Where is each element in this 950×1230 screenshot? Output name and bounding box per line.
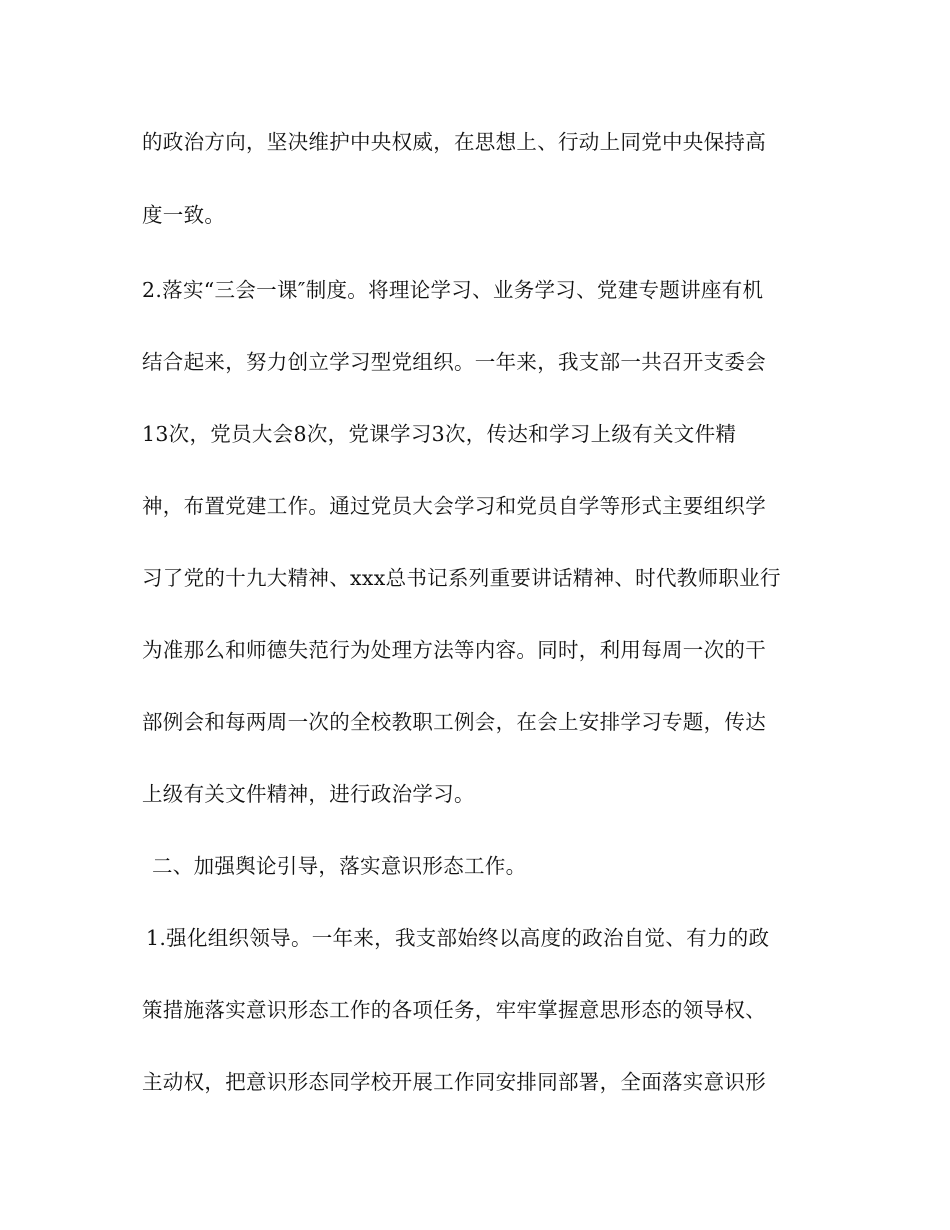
text-line-4: 结合起来，努力创立学习型党组织。一年来，我支部一共召开支委会 — [142, 350, 766, 374]
text-line-6: 神，布置党建工作。通过党员大会学习和党员自学等形式主要组织学 — [142, 494, 766, 518]
text-line-7: 习了党的十九大精神、xxx总书记系列重要讲话精神、时代教师职业行 — [142, 566, 781, 590]
text-line-2: 度一致。 — [142, 203, 226, 227]
text-line-8: 为准那么和师德失范行为处理方法等内容。同时，利用每周一次的干 — [142, 638, 766, 662]
text-line-1: 的政治方向，坚决维护中央权威，在思想上、行动上同党中央保持高 — [142, 130, 766, 154]
text-line-5: 13次，党员大会8次，党课学习3次，传达和学习上级有关文件精 — [142, 422, 737, 446]
text-line-13: 策措施落实意识形态工作的各项任务，牢牢掌握意思形态的领导权、 — [142, 998, 766, 1022]
section-heading: 二、加强舆论引导，落实意识形态工作。 — [152, 854, 527, 878]
text-line-14: 主动权，把意识形态同学校开展工作同安排同部署，全面落实意识形 — [142, 1070, 766, 1094]
text-line-9: 部例会和每两周一次的全校教职工例会，在会上安排学习专题，传达 — [142, 710, 766, 734]
text-line-12: 1.强化组织领导。一年来，我支部始终以高度的政治自觉、有力的政 — [146, 926, 770, 950]
text-line-10: 上级有关文件精神，进行政治学习。 — [142, 782, 475, 806]
text-line-3: 2.落实“三会一课″制度。将理论学习、业务学习、党建专题讲座有机 — [142, 278, 764, 302]
